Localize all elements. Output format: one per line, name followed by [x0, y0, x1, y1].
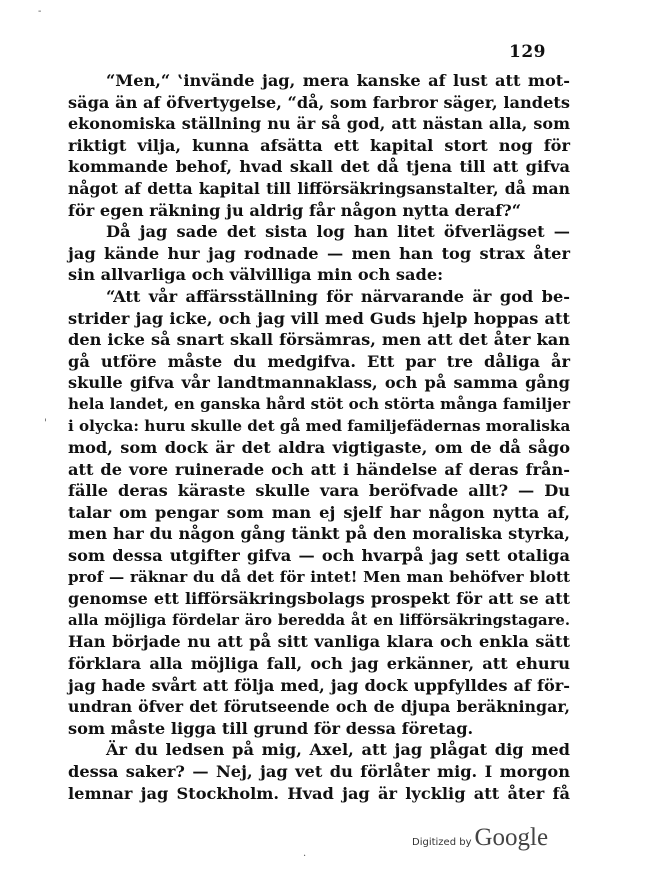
text-line: ekonomiska ställning nu är så god, att nästan alla, som — [68, 114, 570, 134]
text-line: talar om pengar som man ej sjelf har någon nytta af, — [68, 502, 570, 522]
text-line: Är du ledsen på mig, Axel, att jag plågat dig med — [106, 740, 570, 760]
text-line: skulle gifva vår landtmannaklass, och på samma gång — [68, 373, 570, 393]
text-line: kommande behof, hvad skall det då tjena till att gifva — [68, 157, 570, 177]
stray-mark-margin: ' — [44, 418, 47, 429]
text-line: sin allvarliga och välvilliga min och sade: — [68, 265, 444, 285]
stray-mark-top: - — [38, 6, 42, 17]
text-line: mod, som dock är det aldra vigtigaste, om de då sågo — [68, 438, 570, 458]
text-line: i olycka: huru skulle det gå med familjefädernas moraliska — [68, 416, 571, 435]
text-line: lemnar jag Stockholm. Hvad jag är lycklig att åter få — [68, 783, 570, 803]
text-line: Då jag sade det sista log han litet öfverlägset — — [106, 222, 570, 242]
text-line: “Men,“ ‛invände jag, mera kanske af lust att mot- — [106, 71, 570, 90]
text-line: prof — räknar du då det för intet! Men man behöfver blott — [68, 567, 570, 586]
text-line: “Att vår affärsställning för närvarande är god be- — [106, 286, 570, 306]
text-line: dessa saker? — Nej, jag vet du förlåter mig. I morgon — [68, 762, 570, 781]
text-line: säga än af öfvertygelse, “då, som farbror säger, landets — [68, 92, 570, 112]
digitized-by-google-watermark — [412, 824, 548, 852]
page-number: 129 — [509, 42, 546, 62]
text-line: men har du någon gång tänkt på den moraliska styrka, — [68, 524, 570, 544]
text-line: undran öfver det förutseende och de djupa beräkningar, — [68, 697, 570, 717]
text-line: riktigt vilja, kunna afsätta ett kapital stort nog för — [68, 135, 570, 155]
text-line: hela landet, en ganska hård stöt och störta många familjer — [68, 394, 571, 413]
text-line: som dessa utgifter gifva — och hvarpå jag sett otaliga — [68, 546, 570, 566]
text-line: den icke så snart skall försämras, men att det åter kan — [68, 330, 570, 350]
text-line: att de vore ruinerade och att i händelse af deras från- — [68, 459, 570, 479]
text-line: jag kände hur jag rodnade — men han tog strax åter — [68, 243, 570, 263]
google-logo-text: Google — [474, 824, 549, 851]
body-text — [68, 70, 570, 804]
text-line: Han började nu att på sitt vanliga klara och enkla sätt — [68, 632, 570, 652]
text-line: för egen räkning ju aldrig får någon nytta deraf?“ — [68, 200, 522, 220]
text-line: gå utföre måste du medgifva. Ett par tre dåliga år — [68, 351, 570, 371]
text-line: förklara alla möjliga fall, och jag erkänner, att ehuru — [68, 654, 570, 674]
text-line: genomse ett lifförsäkringsbolags prospekt för att se att — [68, 589, 570, 609]
text-line: jag hade svårt att följa med, jag dock uppfylldes af för- — [68, 675, 570, 695]
stray-mark-bottom: . — [303, 848, 307, 859]
text-line: alla möjliga fördelar äro beredda åt en lifförsäkringstagare. — [68, 611, 570, 629]
text-line: något af detta kapital till lifförsäkringsanstalter, då man — [68, 178, 570, 198]
watermark-small-text: Digitized by — [412, 837, 472, 848]
text-line: strider jag icke, och jag vill med Guds hjelp hoppas att — [68, 308, 570, 328]
text-line: fälle deras käraste skulle vara beröfvade allt? — Du — [68, 481, 570, 501]
text-line: som måste ligga till grund för dessa företag. — [68, 718, 474, 738]
